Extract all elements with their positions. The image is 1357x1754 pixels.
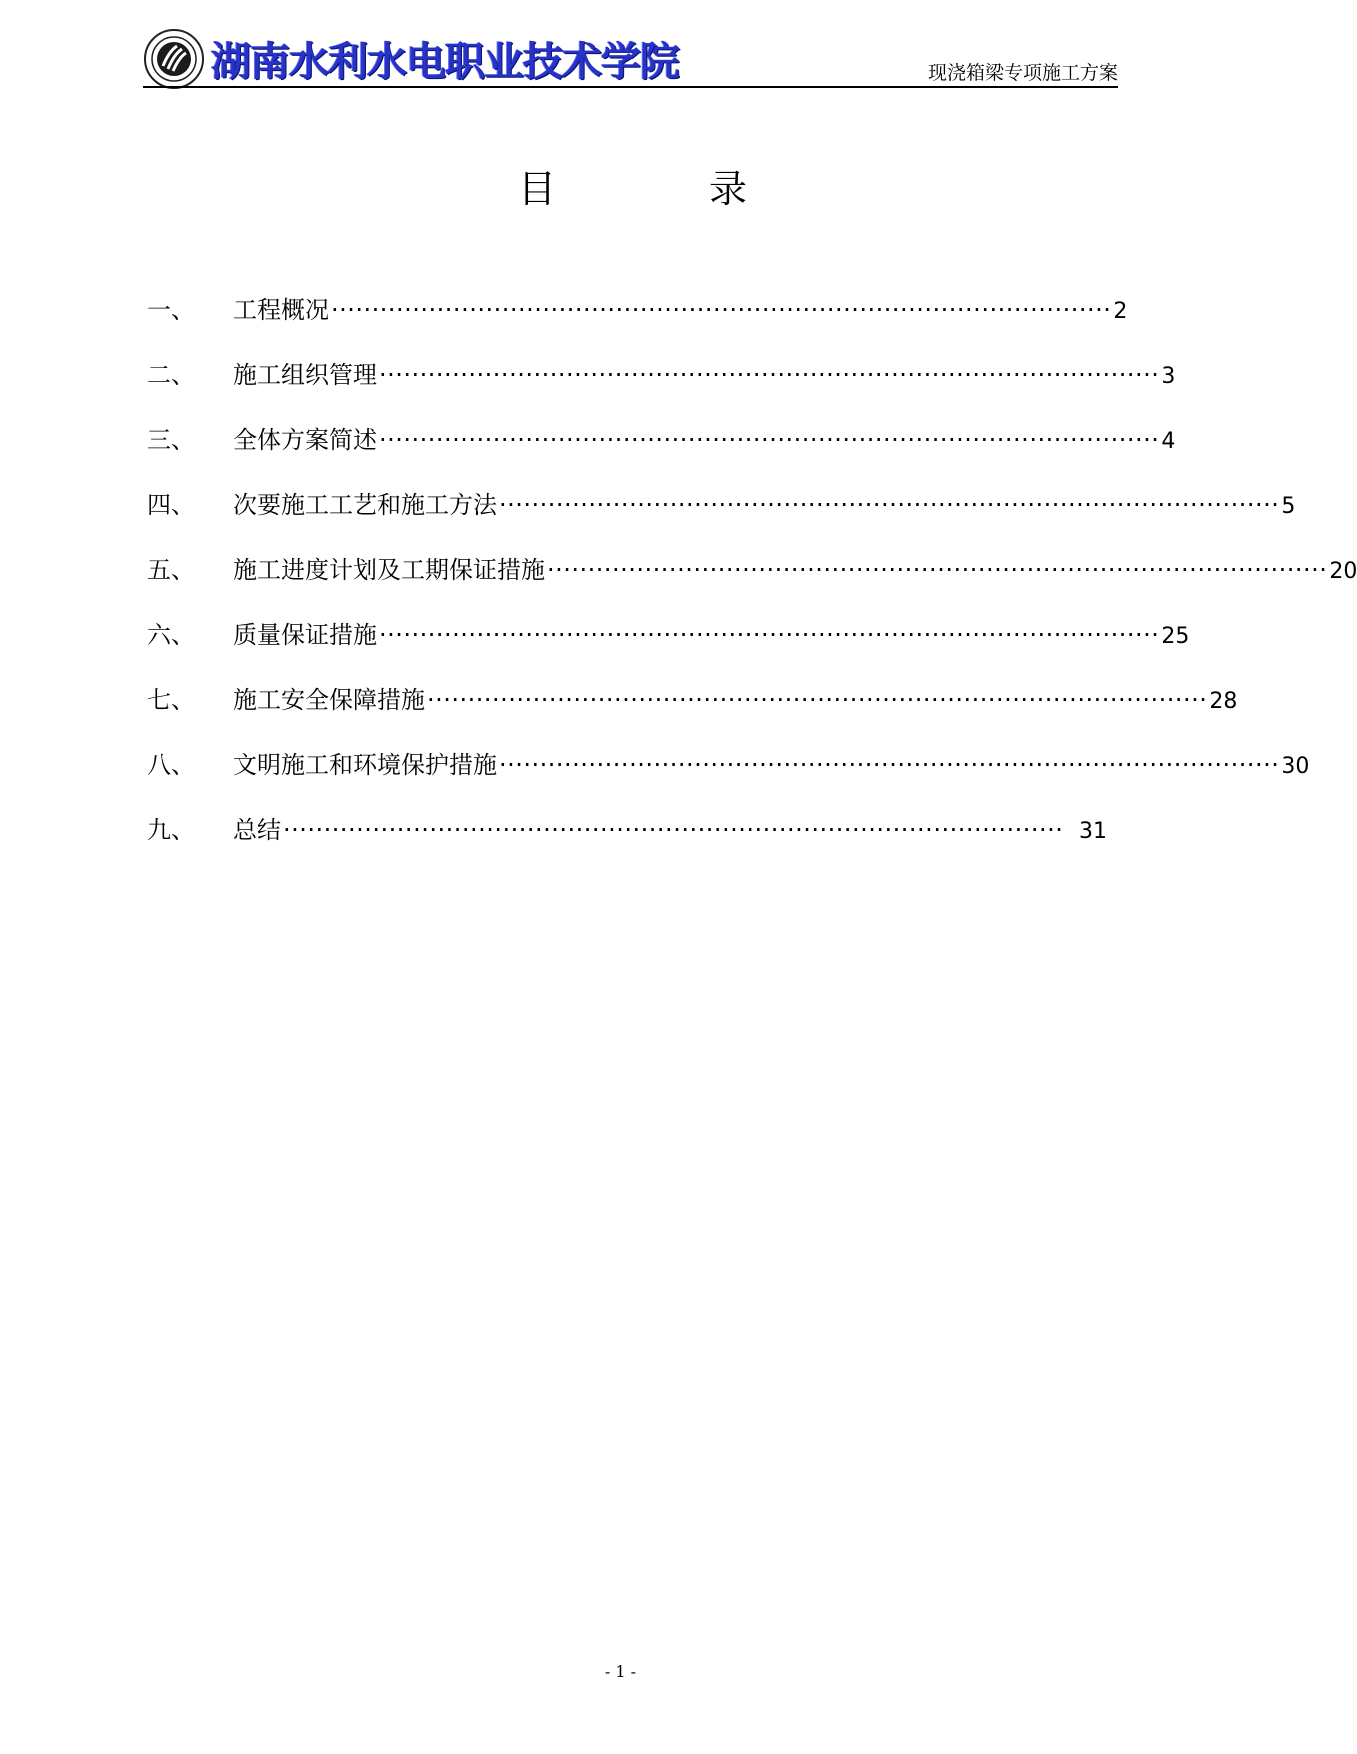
school-name: 湖南水利水电职业技术学院 bbox=[211, 39, 679, 85]
toc-entry-number: 三、 bbox=[147, 426, 195, 454]
page-number: - 1 - bbox=[604, 1662, 637, 1681]
toc-leader-dots: ································································································ bbox=[547, 556, 1328, 584]
toc-entry[interactable] bbox=[147, 290, 1128, 326]
document-title: 现浇箱梁专项施工方案 bbox=[927, 62, 1118, 84]
toc-leader-dots: ································································································ bbox=[499, 751, 1280, 779]
toc-entry-page: 20 bbox=[1329, 559, 1357, 584]
toc-entry[interactable] bbox=[147, 355, 1176, 391]
toc-entry-label: 总结 bbox=[233, 816, 281, 844]
toc-heading-char-1: 目 bbox=[518, 167, 557, 211]
toc-leader-dots: ································································································ bbox=[427, 686, 1208, 714]
toc-entry-number: 九、 bbox=[147, 816, 195, 844]
toc-entry-page: 25 bbox=[1161, 624, 1190, 649]
toc-entry[interactable] bbox=[147, 680, 1238, 716]
toc-entry[interactable] bbox=[147, 420, 1176, 456]
toc-entry-page: 4 bbox=[1161, 429, 1176, 454]
toc-entry-label: 工程概况 bbox=[233, 296, 329, 324]
toc-leader-dots: ································································································ bbox=[499, 491, 1280, 519]
header-rule bbox=[143, 86, 1118, 88]
toc-entry-number: 四、 bbox=[147, 491, 195, 519]
toc-entry-number: 一、 bbox=[147, 296, 195, 324]
toc-entry-label: 施工组织管理 bbox=[233, 361, 377, 389]
toc-entry-label: 施工安全保障措施 bbox=[233, 686, 425, 714]
toc-entry[interactable] bbox=[147, 615, 1190, 651]
toc-leader-dots: ································································································ bbox=[331, 296, 1112, 324]
toc-entry-number: 二、 bbox=[147, 361, 195, 389]
toc-entry-label: 次要施工工艺和施工方法 bbox=[233, 491, 497, 519]
toc-leader-dots: ································································································ bbox=[379, 621, 1160, 649]
toc-entry-page: 2 bbox=[1113, 299, 1128, 324]
toc-entry[interactable] bbox=[147, 810, 1107, 846]
toc-leader-dots: ································································································ bbox=[379, 361, 1160, 389]
toc-entry-number: 七、 bbox=[147, 686, 195, 714]
toc-entry-number: 六、 bbox=[147, 621, 195, 649]
toc-entry[interactable] bbox=[147, 485, 1296, 521]
toc-entry[interactable] bbox=[147, 550, 1357, 586]
toc-heading-char-2: 录 bbox=[709, 167, 748, 211]
toc-entry-number: 八、 bbox=[147, 751, 195, 779]
toc-entry-page: 30 bbox=[1281, 754, 1310, 779]
toc-entry-page: 3 bbox=[1161, 364, 1176, 389]
toc-entry-label: 全体方案简述 bbox=[233, 426, 377, 454]
toc-entry-label: 施工进度计划及工期保证措施 bbox=[233, 556, 545, 584]
toc-entry[interactable] bbox=[147, 745, 1310, 781]
page-header bbox=[143, 22, 1118, 88]
school-emblem-icon bbox=[143, 28, 205, 90]
toc-entry-number: 五、 bbox=[147, 556, 195, 584]
toc-heading bbox=[0, 158, 1241, 211]
toc-entry-page: 5 bbox=[1281, 494, 1296, 519]
toc-entry-label: 文明施工和环境保护措施 bbox=[233, 751, 497, 779]
toc-entry-page: 31 bbox=[1079, 819, 1107, 844]
toc-entry-label: 质量保证措施 bbox=[233, 621, 377, 649]
toc-entry-page: 28 bbox=[1209, 689, 1238, 714]
toc-leader-dots: ································································································ bbox=[379, 426, 1160, 454]
toc-leader-dots: ································································································ bbox=[283, 816, 1064, 844]
